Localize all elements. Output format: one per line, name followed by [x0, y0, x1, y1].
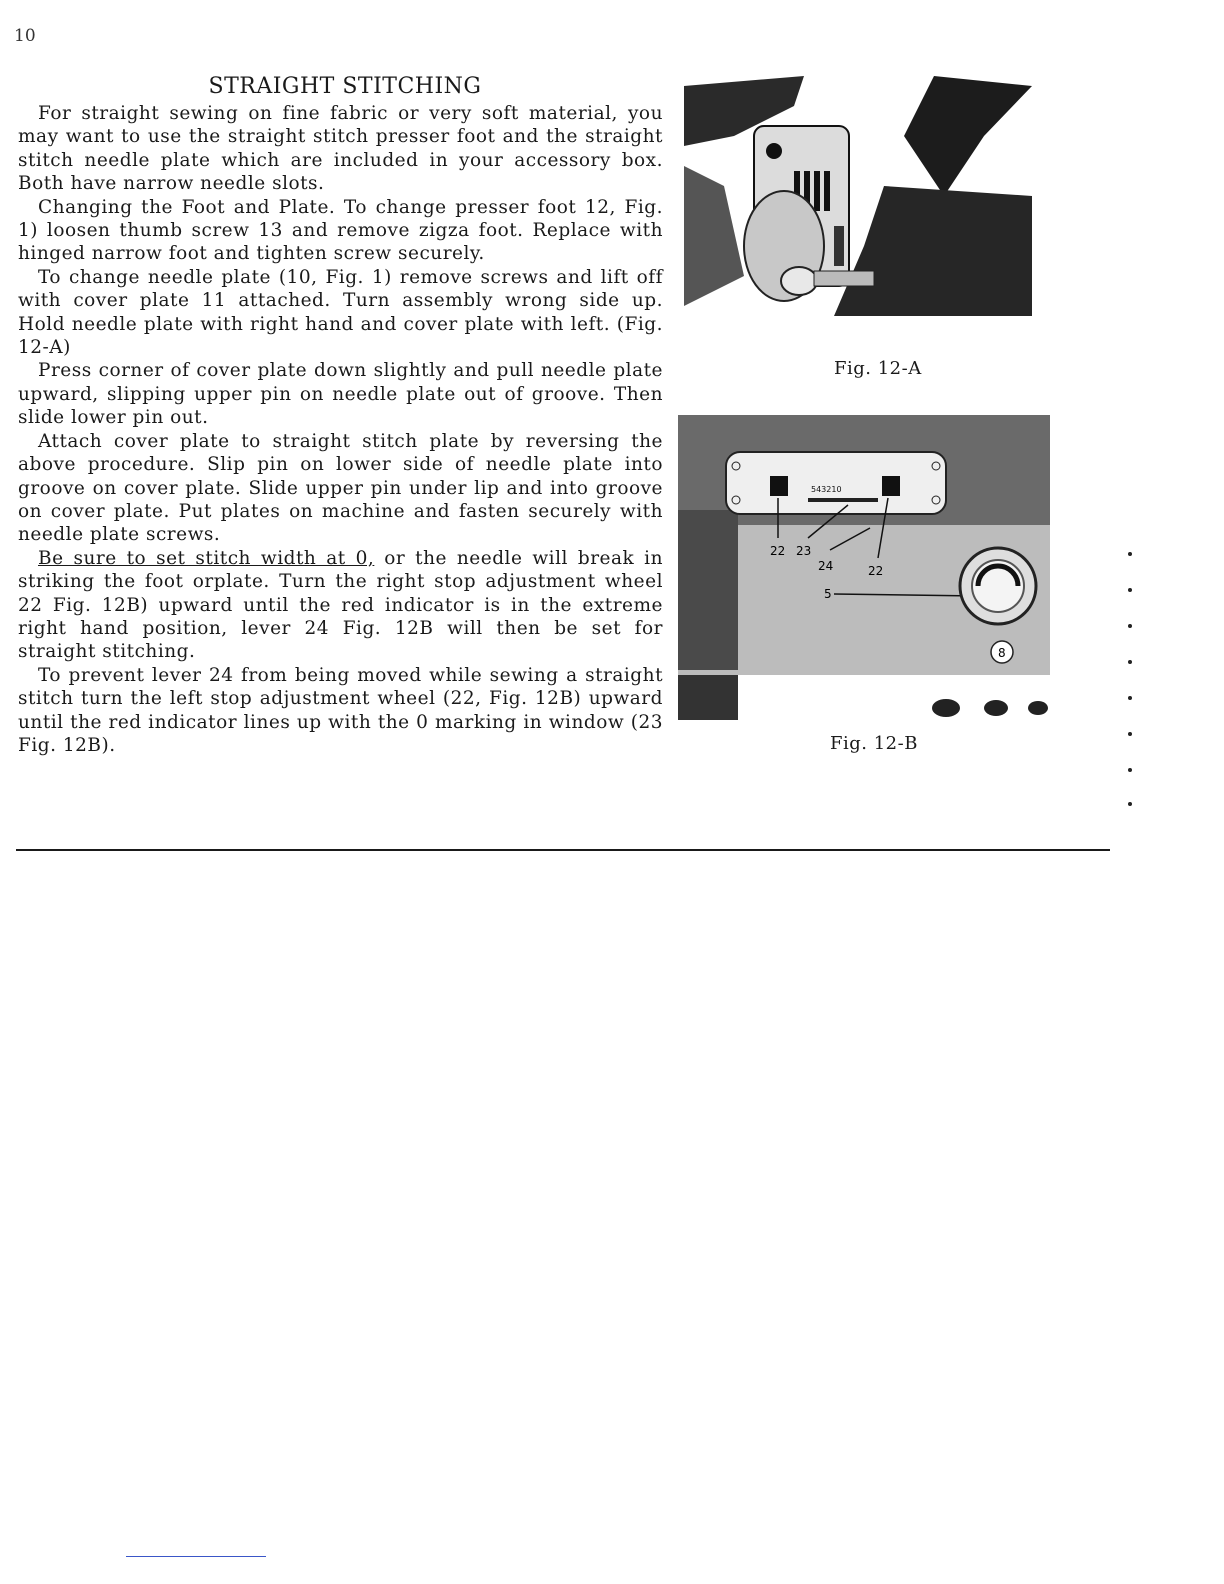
figure-12b-caption: Fig. 12-B — [830, 733, 918, 754]
paragraph-warning — [18, 547, 663, 664]
horizontal-rule — [16, 849, 1110, 851]
scan-speck — [1128, 660, 1132, 664]
scan-speck — [1128, 624, 1132, 628]
scan-speck — [1128, 588, 1132, 592]
warning-rest: or the needle will break in striking the foot orplate. Turn the right stop adjustment wheel 22 Fig. 12B) upward until the red indicator is in the extreme right hand position, lever 24 Fig. 12B will then be set for straight stitching. — [18, 547, 663, 663]
callout-8: 8 — [998, 646, 1006, 660]
figure-12a-caption: Fig. 12-A — [834, 358, 922, 379]
scan-speck — [1128, 768, 1132, 772]
scan-speck — [1128, 732, 1132, 736]
paragraph-intro: For straight sewing on fine fabric or very soft material, you may want to use the straight stitch presser foot and the straight stitch needle plate which are included in your accessory box. Both have narrow needle slots. — [18, 103, 663, 195]
scan-speck — [1128, 552, 1132, 556]
paragraph-change-plate: To change needle plate (10, Fig. 1) remove screws and lift off with cover plate 11 attached. Turn assembly wrong side up. Hold needle plate with right hand and cover plate with left. (Fig. 12-A) — [18, 266, 663, 359]
figure-12a-photo — [684, 76, 1032, 316]
callout-22-right: 22 — [868, 564, 884, 578]
scan-speck — [1128, 696, 1132, 700]
section-title: STRAIGHT STITCHING — [208, 74, 482, 99]
warning-underlined: Be sure to set stitch width at 0, — [38, 547, 375, 569]
body-text — [18, 102, 663, 757]
paragraph-change-foot: Changing the Foot and Plate. To change presser foot 12, Fig. 1) loosen thumb screw 13 and remove zigza foot. Replace with hinged narrow foot and tighten screw securely. — [18, 196, 663, 265]
scan-speck — [1128, 802, 1132, 806]
callout-5: 5 — [824, 587, 832, 601]
page-number: 10 — [14, 26, 36, 46]
paragraph-attach-cover: Attach cover plate to straight stitch plate by reversing the above procedure. Slip pin on lower side of needle plate into groove on cover plate. Slide upper pin under lip and into groove on cover plate. Put plates on machine and fasten securely with needle plate screws. — [18, 430, 663, 546]
callout-23: 23 — [796, 544, 812, 558]
callout-22-left: 22 — [770, 544, 786, 558]
paragraph-press-corner: Press corner of cover plate down slightly and pull needle plate upward, slipping upper pin on needle plate out of groove. Then slide lower pin out. — [18, 360, 663, 429]
figure-12b-photo — [678, 410, 1050, 724]
paragraph-prevent-lever: To prevent lever 24 from being moved while sewing a straight stitch turn the left stop adjustment wheel (22, Fig. 12B) upward until the red indicator lines up with the 0 marking in window (23 Fig. 12B). — [18, 664, 663, 756]
callout-24: 24 — [818, 559, 834, 573]
figure-12b-dial-numbers: 543210 — [811, 485, 842, 494]
bottom-edge-line — [126, 1556, 266, 1557]
